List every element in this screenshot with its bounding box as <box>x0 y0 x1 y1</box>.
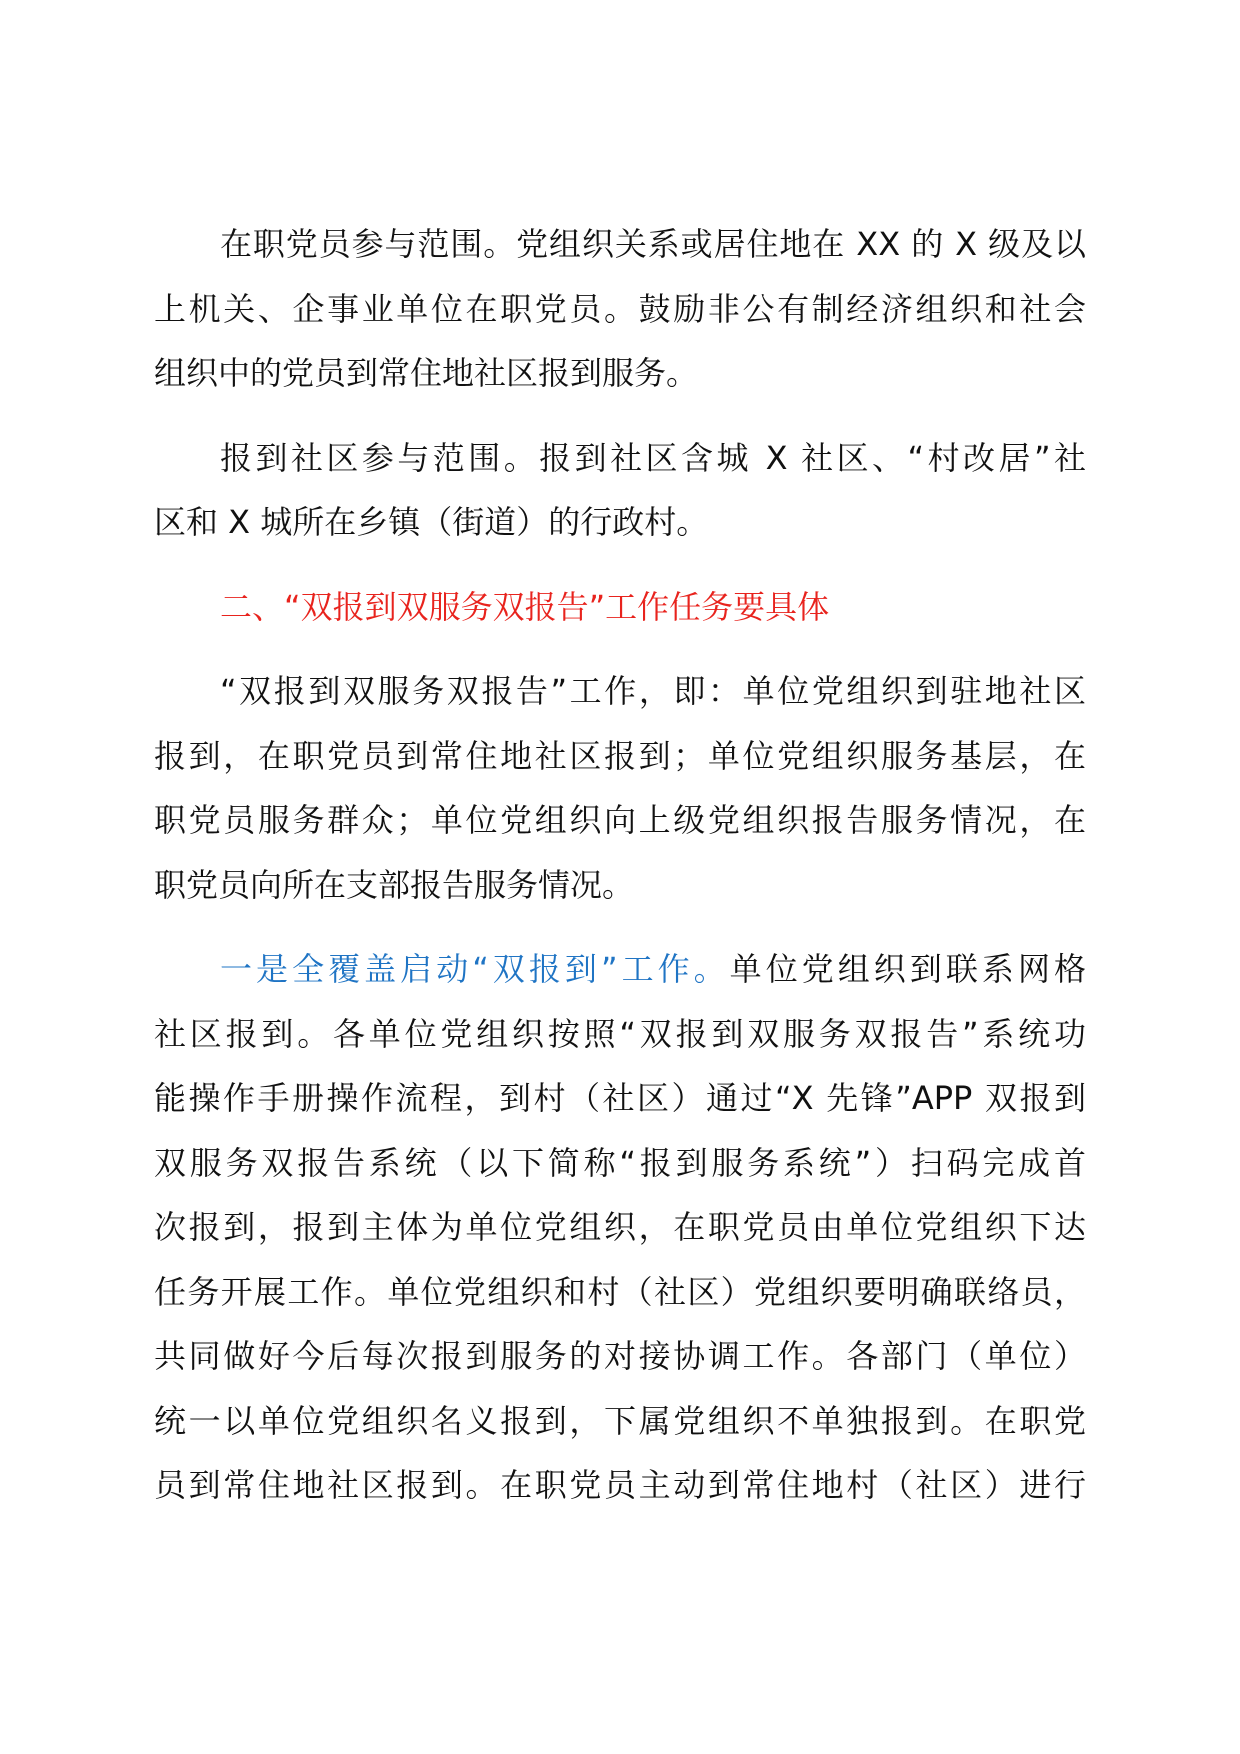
text-line: 职党员向所在支部报告服务情况。 <box>154 865 635 904</box>
text-line: 能操作手册操作流程，到村（社区）通过“X 先锋”APP 双报到 <box>154 1079 1086 1117</box>
text-line: 区和 X 城所在乡镇（街道）的行政村。 <box>154 503 709 541</box>
text-line: 统一以单位党组织名义报到，下属党组织不单独报到。在职党 <box>154 1401 1086 1440</box>
text-line: 在职党员参与范围。党组织关系或居住地在 XX 的 X 级及以 <box>220 225 1086 263</box>
paragraph-member-scope <box>154 212 1086 406</box>
section-heading: 二、“双报到双服务双报告”工作任务要具体 <box>220 587 830 626</box>
paragraph-full-coverage <box>154 937 1086 1518</box>
paragraph-task-definition <box>154 659 1086 917</box>
lead-phrase: 一是全覆盖启动“双报到”工作。 <box>220 950 730 988</box>
text-line: 报到社区参与范围。报到社区含城 X 社区、“村改居”社 <box>220 438 1086 477</box>
text-line: 职党员服务群众；单位党组织向上级党组织报告服务情况，在 <box>154 801 1086 839</box>
text-line: 双服务双报告系统（以下简称“报到服务系统”）扫码完成首 <box>154 1143 1086 1182</box>
text-line <box>154 937 1086 1002</box>
text-line: 次报到，报到主体为单位党组织，在职党员由单位党组织下达 <box>154 1208 1086 1246</box>
text-line: 组织中的党员到常住地社区报到服务。 <box>154 354 699 392</box>
text-line: 员到常住地社区报到。在职党员主动到常住地村（社区）进行 <box>154 1466 1086 1504</box>
text-line: 报到，在职党员到常住地社区报到；单位党组织服务基层，在 <box>154 736 1086 775</box>
lead-rest: 单位党组织到联系网格 <box>729 950 1086 988</box>
paragraph-community-scope <box>154 426 1086 555</box>
text-line: 共同做好今后每次报到服务的对接协调工作。各部门（单位） <box>154 1337 1086 1375</box>
text-line: 社区报到。各单位党组织按照“双报到双服务双报告”系统功 <box>154 1014 1086 1053</box>
text-line: 上机关、企事业单位在职党员。鼓励非公有制经济组织和社会 <box>154 289 1086 328</box>
document-page <box>154 212 1086 1518</box>
text-line: 任务开展工作。单位党组织和村（社区）党组织要明确联络员， <box>154 1272 1086 1311</box>
text-line: “双报到双服务双报告”工作，即：单位党组织到驻地社区 <box>220 672 1086 710</box>
